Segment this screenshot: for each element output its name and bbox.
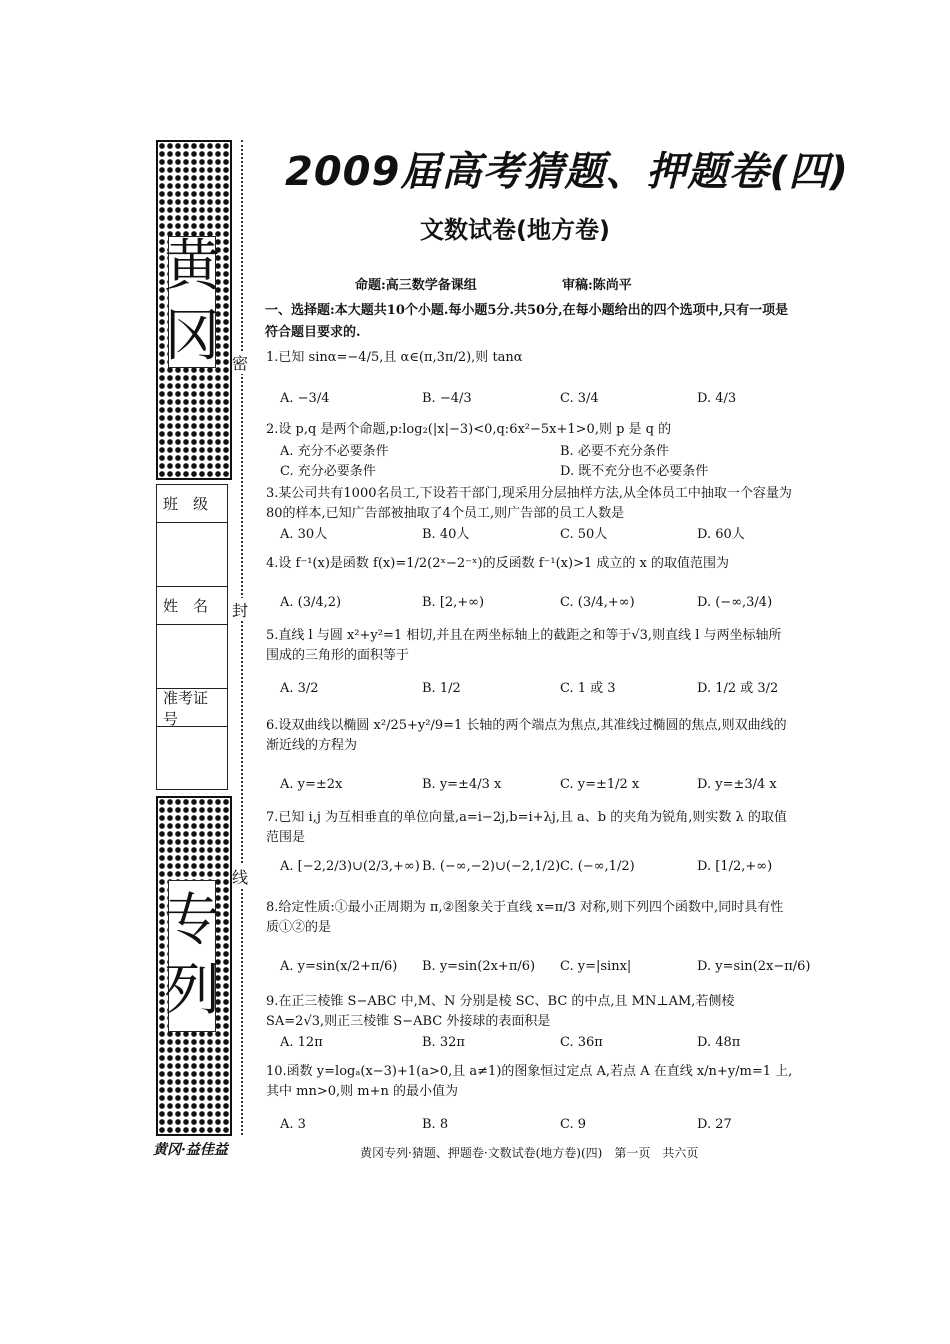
question-1-option-C[interactable]: C. 3/4 <box>560 391 599 406</box>
question-9-option-B[interactable]: B. 32π <box>422 1035 465 1050</box>
exam-id-label-cell <box>157 689 227 727</box>
question-7-option-D[interactable]: D. [1/2,+∞) <box>697 859 773 874</box>
student-info-table <box>156 484 228 790</box>
question-5-option-B[interactable]: B. 1/2 <box>422 681 461 696</box>
name-field[interactable] <box>157 625 227 689</box>
question-1-option-D[interactable]: D. 4/3 <box>697 391 737 406</box>
question-2-option-C[interactable]: C. 充分必要条件 <box>280 464 376 479</box>
question-9-option-D[interactable]: D. 48π <box>697 1035 741 1050</box>
class-label-cell <box>157 485 227 523</box>
exam-title: 2009届高考猜题、押题卷(四) <box>285 149 849 195</box>
question-7-option-C[interactable]: C. (−∞,1/2) <box>560 859 635 874</box>
question-8-option-A[interactable]: A. y=sin(x/2+π/6) <box>280 959 398 974</box>
page-footer: 黄冈专列·猜题、押题卷·文数试卷(地方卷)(四) 第一页 共六页 <box>360 1146 699 1160</box>
name-label-cell <box>157 587 227 625</box>
question-10-option-B[interactable]: B. 8 <box>422 1117 449 1132</box>
class-label: 班 级 <box>163 495 209 513</box>
question-9-option-C[interactable]: C. 36π <box>560 1035 603 1050</box>
question-7-stem: 7.已知 i,j 为互相垂直的单位向量,a=i−2j,b=i+λj,且 a、b 的夹角为锐角,则实数 λ 的取值范围是 <box>266 810 787 845</box>
seal-word-feng: 封 <box>232 598 248 621</box>
question-10-stem: 10.函数 y=logₐ(x−3)+1(a>0,且 a≠1)的图象恒过定点 A,若点 A 在直线 x/n+y/m=1 上,其中 mn>0,则 m+n 的最小值为 <box>266 1064 793 1099</box>
question-1-option-B[interactable]: B. −4/3 <box>422 391 472 406</box>
reviewer: 审稿:陈尚平 <box>562 278 632 293</box>
top-seal-box <box>164 234 220 369</box>
brand-mark: 黄冈·益佳益 <box>153 1142 228 1158</box>
authors: 命题:高三数学备课组 <box>355 278 477 293</box>
question-5-option-A[interactable]: A. 3/2 <box>280 681 319 696</box>
section-heading: 一、选择题:本大题共10个小题.每小题5分.共50分,在每小题给出的四个选项中,只有一项是符合题目要求的. <box>265 303 789 340</box>
question-10-option-C[interactable]: C. 9 <box>560 1117 587 1132</box>
question-5-option-D[interactable]: D. 1/2 或 3/2 <box>697 681 779 696</box>
question-6-option-D[interactable]: D. y=±3/4 x <box>697 777 777 792</box>
question-4-option-C[interactable]: C. (3/4,+∞) <box>560 595 635 610</box>
question-6-option-A[interactable]: A. y=±2x <box>280 777 343 792</box>
question-2-option-B[interactable]: B. 必要不充分条件 <box>560 444 669 459</box>
question-6-option-B[interactable]: B. y=±4/3 x <box>422 777 502 792</box>
question-3-stem: 3.某公司共有1000名员工,下设若干部门,现采用分层抽样方法,从全体员工中抽取一个容量为80的样本,已知广告部被抽取了4个员工,则广告部的员工人数是 <box>266 486 792 521</box>
exam-subtitle: 文数试卷(地方卷) <box>420 216 610 244</box>
seal-word-mi: 密 <box>232 351 248 374</box>
bottom-seal-char-1: 专 <box>164 888 220 953</box>
seal-word-xian: 线 <box>232 865 248 888</box>
top-seal-char-1: 黄 <box>164 234 220 299</box>
question-9-stem: 9.在正三棱锥 S−ABC 中,M、N 分别是棱 SC、BC 的中点,且 MN⊥AM,若侧棱 SA=2√3,则正三棱锥 S−ABC 外接球的表面积是 <box>266 994 735 1029</box>
top-seal-char-2: 冈 <box>164 304 220 369</box>
question-2-stem: 2.设 p,q 是两个命题,p:log₂(|x|−3)<0,q:6x²−5x+1>0,则 p 是 q 的 <box>266 422 672 437</box>
question-2-option-D[interactable]: D. 既不充分也不必要条件 <box>560 464 709 479</box>
question-3-option-C[interactable]: C. 50人 <box>560 527 608 542</box>
name-label: 姓 名 <box>163 597 209 615</box>
question-7-option-A[interactable]: A. [−2,2/3)∪(2/3,+∞) <box>280 859 420 874</box>
question-3-option-B[interactable]: B. 40人 <box>422 527 470 542</box>
question-4-option-D[interactable]: D. (−∞,3/4) <box>697 595 773 610</box>
question-6-stem: 6.设双曲线以椭圆 x²/25+y²/9=1 长轴的两个端点为焦点,其准线过椭圆的焦点,则双曲线的渐近线的方程为 <box>266 718 787 753</box>
question-4-stem: 4.设 f⁻¹(x)是函数 f(x)=1/2(2ˣ−2⁻ˣ)的反函数 f⁻¹(x)>1 成立的 x 的取值范围为 <box>266 556 729 571</box>
question-5-option-C[interactable]: C. 1 或 3 <box>560 681 616 696</box>
question-1-option-A[interactable]: A. −3/4 <box>280 391 330 406</box>
question-6-option-C[interactable]: C. y=±1/2 x <box>560 777 640 792</box>
question-5-stem: 5.直线 l 与圆 x²+y²=1 相切,并且在两坐标轴上的截距之和等于√3,则直线 l 与两坐标轴所围成的三角形的面积等于 <box>266 628 782 663</box>
question-3-option-D[interactable]: D. 60人 <box>697 527 745 542</box>
question-4-option-B[interactable]: B. [2,+∞) <box>422 595 485 610</box>
question-7-option-B[interactable]: B. (−∞,−2)∪(−2,1/2) <box>422 859 561 874</box>
question-4-option-A[interactable]: A. (3/4,2) <box>280 595 342 610</box>
question-3-option-A[interactable]: A. 30人 <box>280 527 328 542</box>
question-1-stem: 1.已知 sinα=−4/5,且 α∈(π,3π/2),则 tanα <box>266 350 523 365</box>
class-field[interactable] <box>157 523 227 587</box>
question-8-option-D[interactable]: D. y=sin(2x−π/6) <box>697 959 811 974</box>
question-8-stem: 8.给定性质:①最小正周期为 π,②图象关于直线 x=π/3 对称,则下列四个函数中,同时具有性质①②的是 <box>266 900 784 935</box>
question-10-option-D[interactable]: D. 27 <box>697 1117 732 1132</box>
exam-id-field[interactable] <box>157 727 227 789</box>
question-8-option-B[interactable]: B. y=sin(2x+π/6) <box>422 959 536 974</box>
bottom-seal-box <box>164 880 220 1032</box>
exam-id-label: 准考证号 <box>163 688 209 728</box>
question-2-option-A[interactable]: A. 充分不必要条件 <box>280 444 389 459</box>
question-9-option-A[interactable]: A. 12π <box>280 1035 323 1050</box>
bottom-seal-char-2: 列 <box>164 958 220 1023</box>
question-8-option-C[interactable]: C. y=|sinx| <box>560 959 632 974</box>
seal-dotted-line <box>241 140 243 1135</box>
question-10-option-A[interactable]: A. 3 <box>280 1117 306 1132</box>
